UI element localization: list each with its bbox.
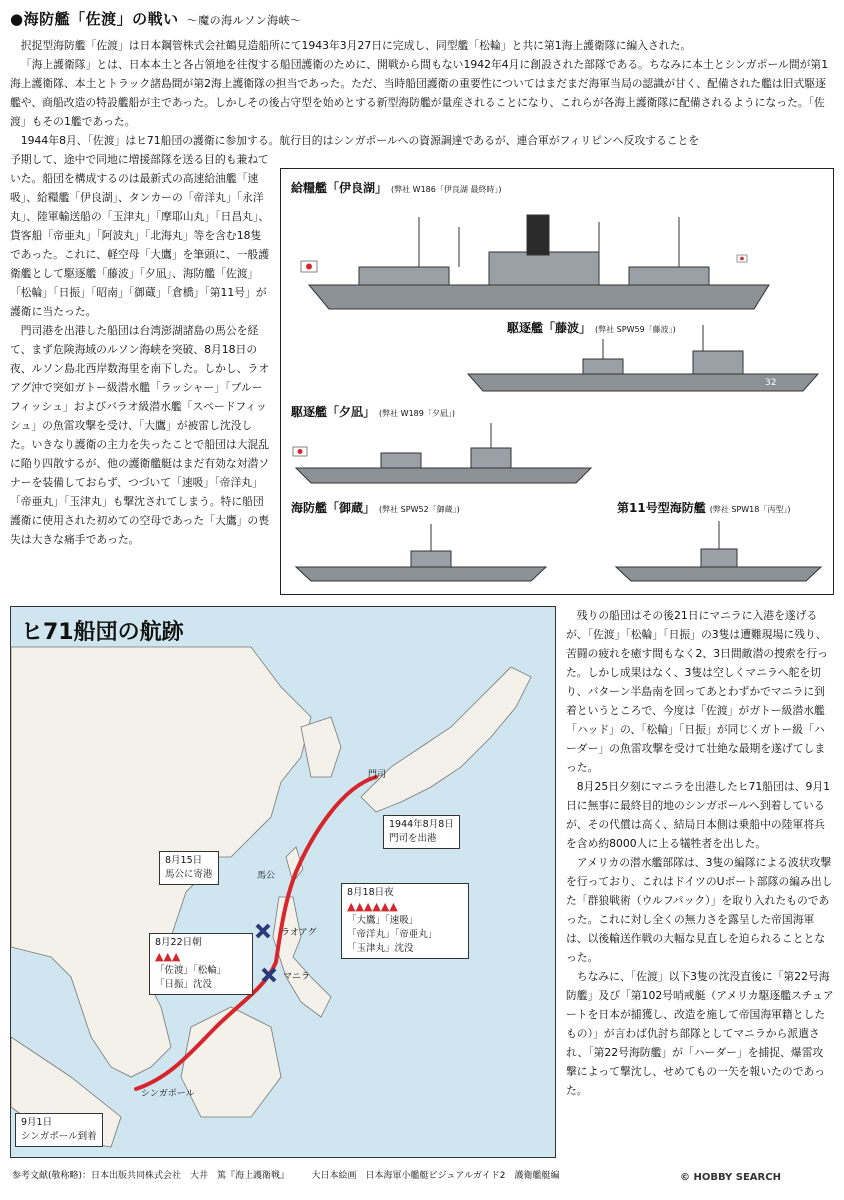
mikura-ship-drawing (291, 509, 551, 589)
right-paragraph-2: 8月25日夕刻にマニラを出港したヒ71船団は、9月1日に無事に最終目的地のシンガポールへ到着しているが、その代償は高く、結局日本側は乗船中の陸軍将兵を含め約8000人に上る犠牲者を出した。 (566, 780, 831, 850)
place-singapore: シンガポール (141, 1089, 195, 1099)
place-manila: マニラ (283, 972, 311, 982)
ship-label-irako: 給糧艦「伊良湖」 (弊社 W186「伊良湖 最終時」) (291, 181, 502, 195)
ship-label-yunagi: 駆逐艦「夕凪」 (弊社 W189「夕凪」) (291, 405, 455, 419)
ship-label-fujinami: 駆逐艦「藤波」 (弊社 SPW59「藤波」) (507, 321, 676, 335)
map-drawing (11, 607, 555, 1157)
subtitle: 〜魔の海ルソン海峡〜 (186, 14, 302, 27)
intro-paragraph-1: 択捉型海防艦「佐渡」は日本鋼管株式会社鶴見造船所にて1943年3月27日に完成し、同型艦「松輪」と共に第1海上護衛隊に編入された。 (20, 39, 692, 52)
right-paragraph-4: ちなみに、「佐渡」以下3隻の沈没直後に「第22号海防艦」及び「第102号哨戒艇（アメリカ駆逐艦スチュアートを日本が捕獲し、改造を施して帝国海軍籍としたもの）」が言わば仇討ち部隊としてマニラから派遣され、「第22号海防艦」が「ハーダー」を捕捉、爆雷攻撃によって撃沈し、せめてもの一矢を報いたのであった。 (566, 970, 834, 1097)
callout-aug22 (149, 933, 253, 995)
place-laoag: ラオアグ (281, 928, 317, 938)
right-column (566, 606, 834, 1100)
right-paragraph-1: 残りの船団はその後21日にマニラに入港を遂げるが、「佐渡」「松輪」「日振」の3隻は遭難現場に残り、苦闘の疲れを癒す間もなく2、3日間敵潜の捜索を行った。しかし成果はなく、3隻は空しくマニラへ舵を切り、バターン半島南を回ってあとわずかでマニラに到着というところで、今度は「佐渡」がガトー級潜水艦「ハッド」の、「松輪」「日振」が同じくガトー級「ハーダー」の魚雷攻撃を受けて壮絶な最期を遂げてしまった。 (566, 609, 829, 774)
callout-aug18-line-3: 「玉津丸」沈没 (347, 943, 414, 954)
callout-aug18-line-1: 「大鷹」「速吸」 (347, 915, 419, 926)
callout-aug22-date: 8月22日朝 (155, 937, 202, 948)
right-paragraph-3: アメリカの潜水艦部隊は、3隻の編隊による波状攻撃を行っており、これはドイツのUボート部隊の編み出した「群狼戦術（ウルフパック）」を取り入れたものであった。これに対し全くの無力さを露呈した帝国海軍は、以後輸送作戦の大幅な見直しを迫られることとなった。 (566, 856, 833, 964)
irako-ship-drawing (299, 197, 789, 317)
place-mako: 馬公 (257, 871, 276, 881)
left-paragraph-1: 予期して、途中で同地に増援部隊を送る目的も兼ねていた。船団を構成するのは最新式の高速給油艦「速吸」、給糧艦「伊良湖」、タンカーの「帝洋丸」「永洋丸」、陸軍輸送船の「玉津丸」「摩耶山丸」「日昌丸」、貨客船「帝亜丸」「阿波丸」「北海丸」等を含む18隻であった。これに、軽空母「大鷹」を筆頭に、一般護衛艦として駆逐艦「藤波」「夕凪」、海防艦「佐渡」「松輪」「日振」「昭南」「御蔵」「倉橋」「第11号」が護衛に当たった。 (10, 153, 270, 318)
ship-label-mikura: 海防艦「御蔵」 (弊社 SPW52「御蔵」) (291, 501, 460, 515)
watermark: © HOBBY SEARCH (680, 1172, 781, 1183)
no11-ship-drawing (611, 509, 826, 589)
left-column (10, 150, 272, 549)
place-moji: 門司 (368, 770, 387, 780)
route-map (10, 606, 556, 1158)
footer-references: 参考文献(敬称略)：日本出版共同株式会社 大井 篤『海上護衛戦』 大日本絵画 日本海軍小艦艇ビジュアルガイド2 護衛艦艇編 (12, 1171, 560, 1181)
intro-paragraph-2: 「海上護衛隊」とは、日本本土と各占領地を往復する船団護衛のために、開戦から間もない1942年4月に創設された部隊である。ちなみに本土とシンガポール間が第1海上護衛隊、本土とトラック諸島間が第2海上護衛隊の担当であった。ただ、当時船団護衛の重要性についてはまだまだ海軍当局の認識が甘く、配備された艦は旧式駆逐艦や、商船改造の特設艦船が主であった。しかしその後占守型を始めとする新型海防艦が量産されることになり、これらが各海上護衛隊に配備されるようになった。「佐渡」もその1艦であった。 (10, 58, 829, 128)
sunk-ships-icons-aug22: ▲▲▲ (155, 950, 181, 963)
callout-aug22-line-1: 「佐渡」「松輪」 (155, 965, 227, 976)
callout-aug22-line-2: 「日振」沈没 (155, 979, 213, 990)
hull-number: 32 (765, 378, 777, 388)
left-paragraph-2: 門司港を出港した船団は台湾澎湖諸島の馬公を経て、まず危険海域のルソン海峡を突破、8月18日の夜、ルソン島北西岸数海里を南下した。しかし、ラオアグ沖で突如ガトー級潜水艦「ラッシャー」「ブルーフィッシュ」およびバラオ級潜水艦「スペードフィッシュ」の魚雷攻撃を受け、「大鷹」が被雷し沈没した。いきなり護衛の主力を失ったことで船団は大混乱に陥り四散するが、他の護衛艦艇はまだ有効な対潜ソナーを装備しておらず、つづいて「速吸」「帝洋丸」「帝亜丸」「玉津丸」も撃沈されてしまう。特に船団護衛に使用された初めての空母であった「大鷹」の喪失は大きな痛手であった。 (10, 324, 270, 546)
callout-aug18 (341, 883, 469, 959)
ship-illustrations (280, 168, 834, 595)
intro-paragraph-3-lead: 1944年8月、「佐渡」はヒ71船団の護衛に参加する。航行目的はシンガポールへの資源調達であるが、連合軍がフィリピンへ反攻することを (20, 134, 700, 147)
ship-label-no11: 第11号型海防艦 (弊社 SPW18「丙型」) (617, 501, 791, 515)
title-text: ●海防艦「佐渡」の戦い (10, 10, 179, 28)
sunk-ships-icons-aug18: ▲▲▲▲▲▲ (347, 900, 398, 913)
yunagi-ship-drawing (291, 413, 601, 493)
callout-moji: 1944年8月8日 門司を出港 (383, 815, 460, 849)
map-title: ヒ71船団の航跡 (21, 620, 184, 645)
fujinami-ship-drawing (463, 319, 823, 399)
callout-singapore: 9月1日 シンガポール到着 (15, 1113, 103, 1147)
callout-aug18-line-2: 「帝洋丸」「帝亜丸」 (347, 929, 438, 940)
callout-mako: 8月15日 馬公に寄港 (159, 851, 219, 885)
callout-aug18-date: 8月18日夜 (347, 887, 394, 898)
page-title (10, 8, 302, 29)
intro-text (10, 36, 832, 150)
